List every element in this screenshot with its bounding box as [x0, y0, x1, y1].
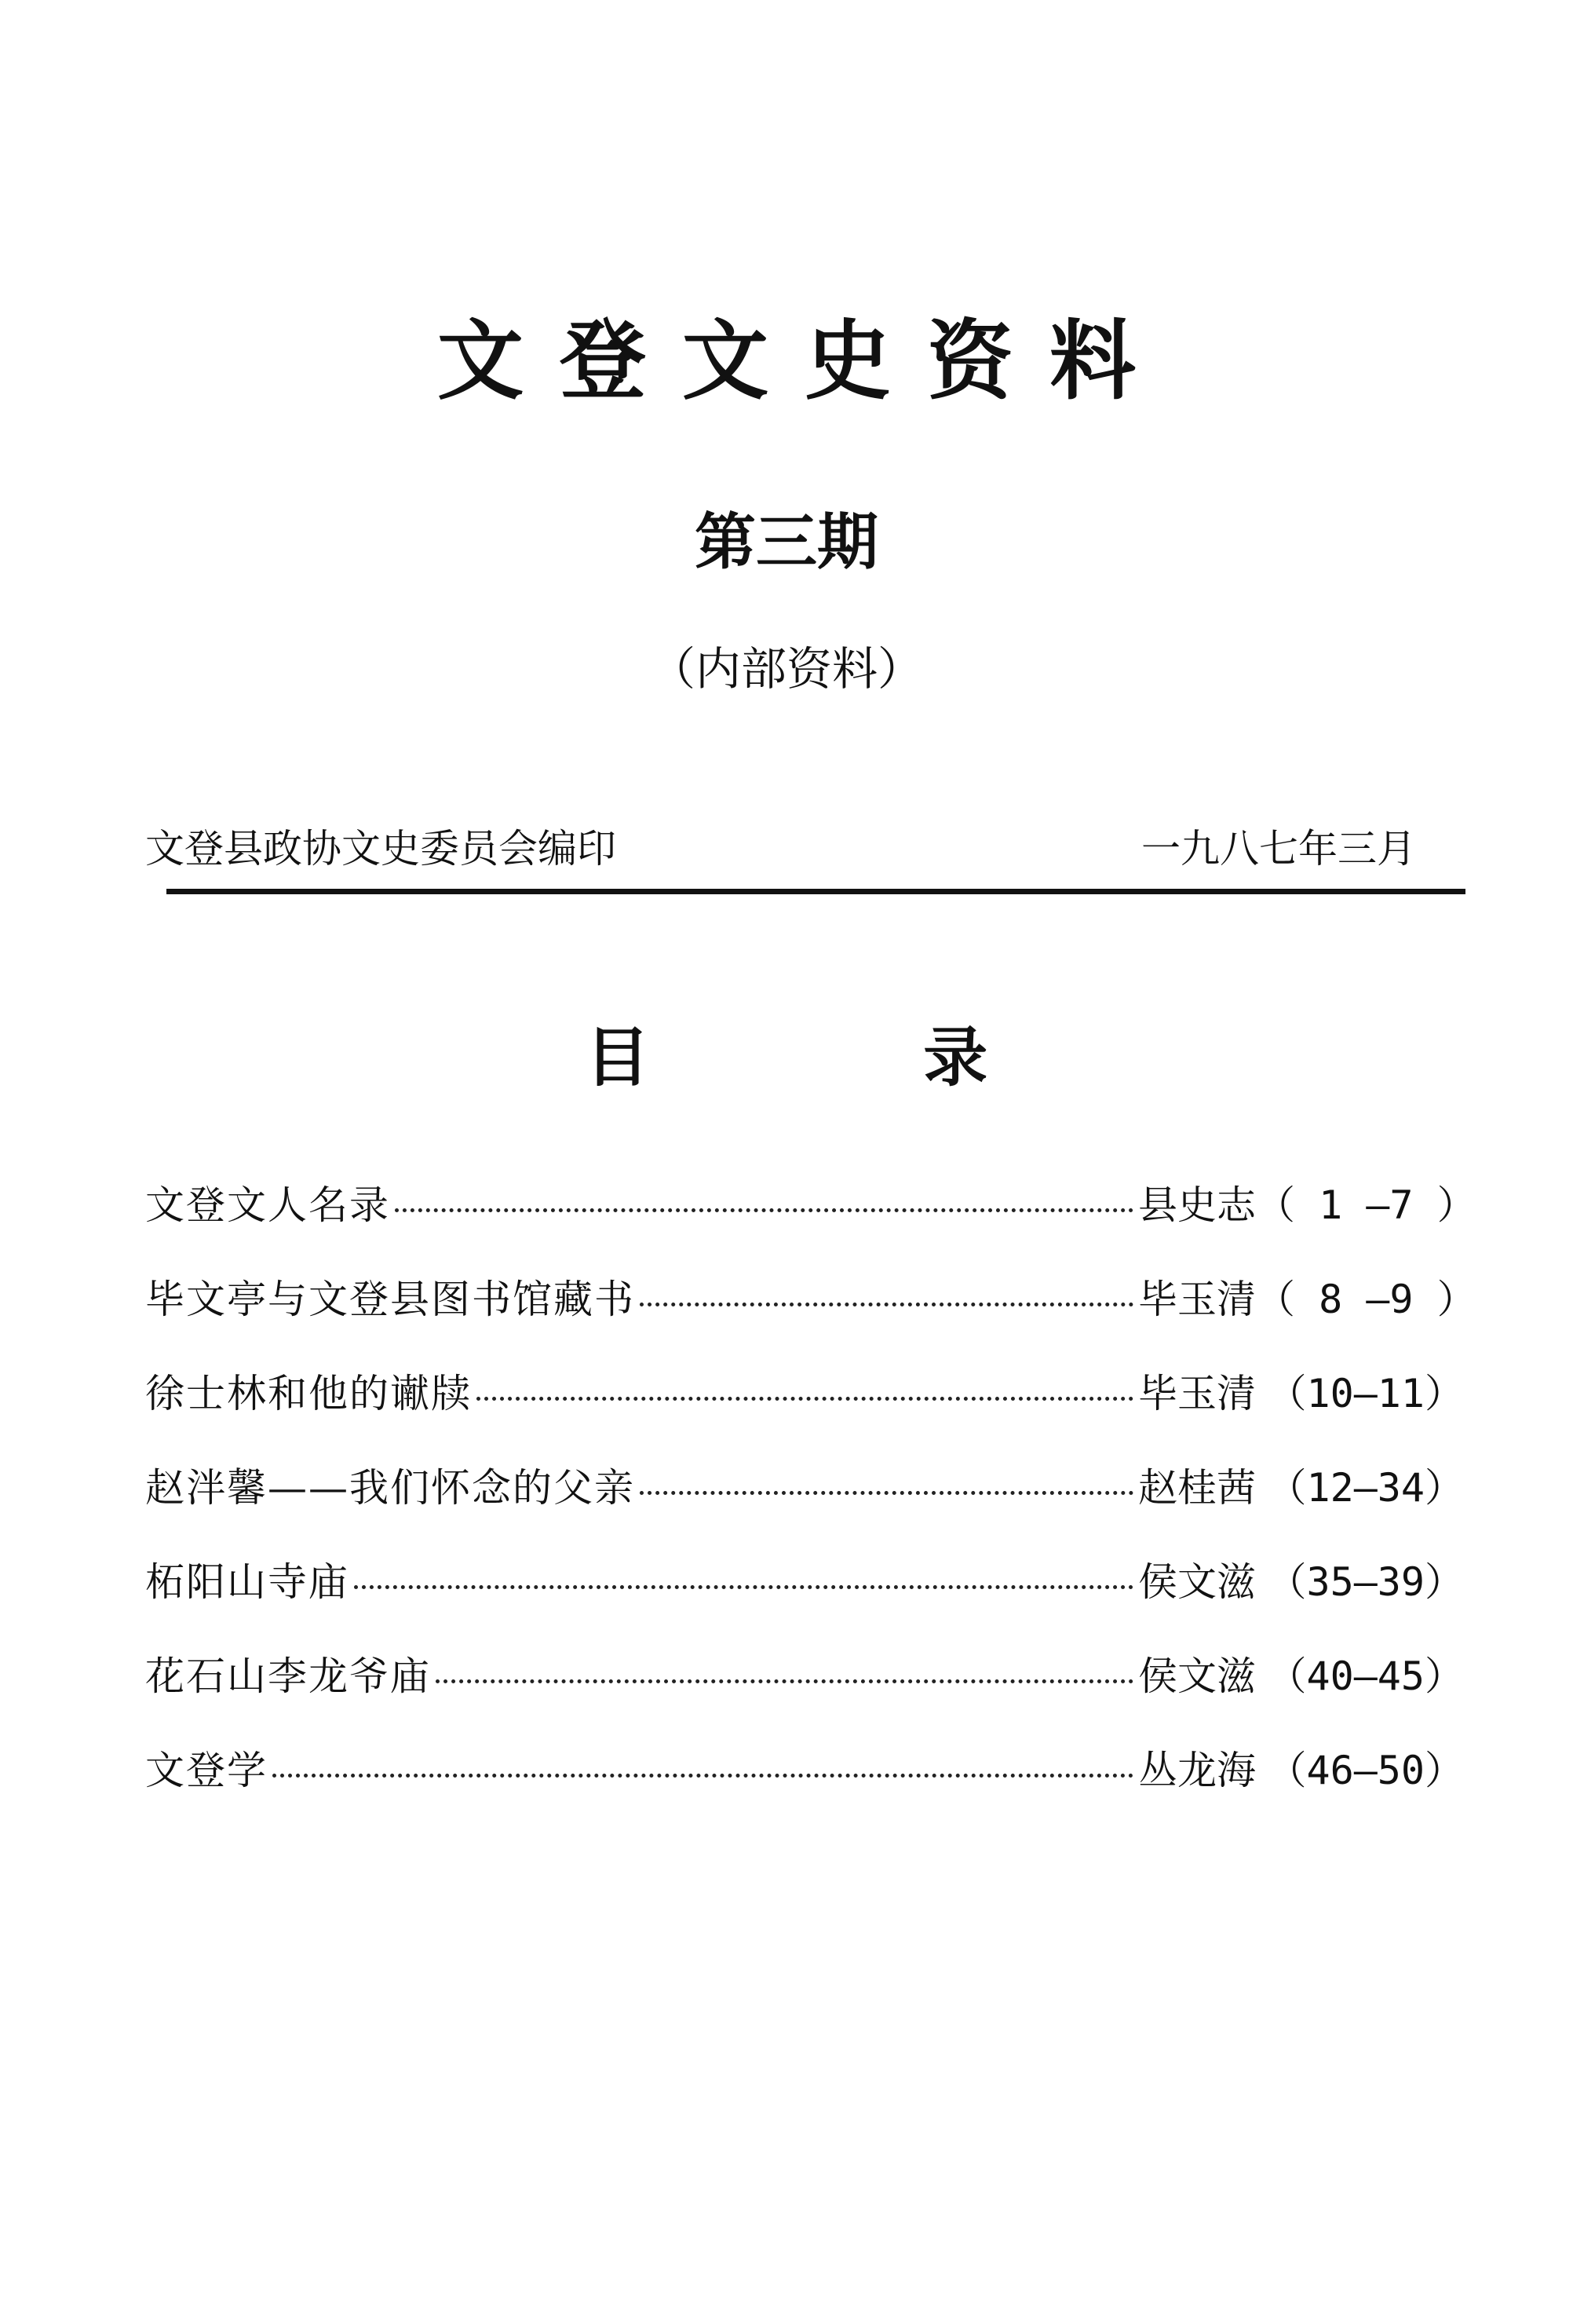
toc-entry-author: 侯文滋 — [1138, 1653, 1256, 1699]
toc-entry-title: 花石山李龙爷庙 — [145, 1653, 431, 1699]
toc-entry — [145, 1653, 1464, 1751]
toc-entry-author: 毕玉清 — [1138, 1371, 1256, 1416]
toc-entry-pages: （ 8 —9 ） — [1256, 1277, 1476, 1322]
document-title: 文登文史资料 — [437, 311, 1172, 411]
toc-entry-title: 柘阳山寺庙 — [145, 1559, 349, 1605]
toc-entry — [145, 1182, 1476, 1280]
toc-entry-title: 文登学 — [145, 1748, 268, 1793]
toc-list — [145, 1182, 1476, 1845]
toc-entry-author: 县史志 — [1138, 1182, 1256, 1228]
toc-entry-author: 侯文滋 — [1138, 1559, 1256, 1605]
toc-leader-dots — [476, 1397, 1133, 1401]
toc-entry — [145, 1748, 1464, 1845]
toc-entry — [145, 1371, 1464, 1468]
toc-heading: 目 录 — [585, 1021, 1114, 1095]
toc-leader-dots — [354, 1585, 1133, 1589]
toc-entry — [145, 1559, 1464, 1657]
toc-entry-title: 毕文亭与文登县图书馆藏书 — [145, 1277, 635, 1322]
toc-entry-author: 赵桂茜 — [1138, 1465, 1256, 1511]
toc-entry-pages: （ 1 —7 ） — [1256, 1182, 1476, 1228]
toc-leader-dots — [272, 1774, 1133, 1778]
toc-entry-pages: （40—45） — [1267, 1653, 1464, 1699]
toc-entry-author: 毕玉清 — [1138, 1277, 1256, 1322]
toc-leader-dots — [395, 1208, 1133, 1212]
toc-entry-title: 徐士林和他的谳牍 — [145, 1371, 472, 1416]
toc-entry-pages: （10—11） — [1267, 1371, 1464, 1416]
toc-entry-author: 丛龙海 — [1138, 1748, 1256, 1793]
toc-entry — [145, 1465, 1464, 1562]
publisher-line: 文登县政协文史委员会编印 — [145, 826, 616, 872]
toc-entry-title: 赵泮馨——我们怀念的父亲 — [145, 1465, 635, 1511]
toc-leader-dots — [436, 1679, 1133, 1683]
toc-leader-dots — [640, 1491, 1133, 1495]
toc-entry-pages: （46—50） — [1267, 1748, 1464, 1793]
publication-date: 一九八七年三月 — [1141, 826, 1416, 872]
toc-entry-pages: （35—39） — [1267, 1559, 1464, 1605]
issue-number: 第三期 — [694, 507, 878, 578]
internal-note: （内部资料） — [649, 642, 923, 696]
header-divider — [166, 889, 1465, 894]
toc-entry — [145, 1277, 1476, 1374]
toc-entry-pages: （12—34） — [1267, 1465, 1464, 1511]
toc-leader-dots — [640, 1303, 1133, 1306]
toc-entry-title: 文登文人名录 — [145, 1182, 390, 1228]
